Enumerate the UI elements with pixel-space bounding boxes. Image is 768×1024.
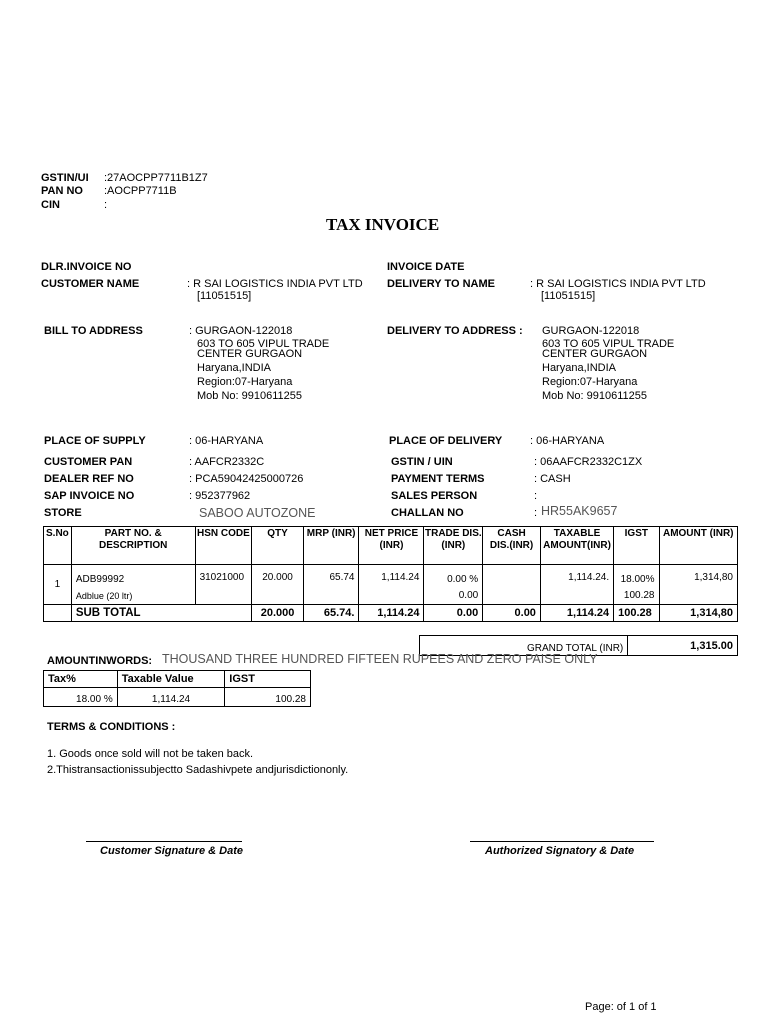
amount-in-words-label: AMOUNTINWORDS:: [47, 655, 153, 667]
subtotal-taxable: 1,114.24: [540, 605, 613, 622]
row-mrp: 65.74: [303, 565, 359, 605]
place-delivery-value: : 06-HARYANA: [530, 435, 605, 447]
items-table: [43, 526, 738, 622]
row-trade-dis: [424, 565, 483, 605]
subtotal-mrp: 65.74.: [303, 605, 359, 622]
authorized-signature-line: [470, 841, 654, 842]
cin-value: :: [104, 199, 108, 211]
gstin-uin-label: GSTIN / UIN: [391, 456, 453, 468]
payment-terms-label: PAYMENT TERMS: [391, 473, 485, 485]
dealer-ref-label: DEALER REF NO: [44, 473, 134, 485]
challan-value: HR55AK9657: [541, 504, 618, 518]
subtotal-row: [44, 605, 738, 622]
place-delivery-label: PLACE OF DELIVERY: [389, 435, 503, 447]
terms-item-1: 1. Goods once sold will not be taken back.: [47, 748, 254, 760]
header-igst: IGST: [614, 527, 659, 565]
salesperson-value: :: [534, 490, 538, 502]
subtotal-qty: 20.000: [252, 605, 304, 622]
tax-row-igst: 100.28: [225, 688, 311, 707]
delivery-address-line-2: 603 TO 605 VIPUL TRADE: [542, 338, 675, 350]
row-trade-pct: 0.00 %: [447, 574, 479, 585]
gstin-uin-value: : 06AAFCR2332C1ZX: [534, 456, 643, 468]
tax-summary-table: [43, 670, 311, 707]
customer-name-label: CUSTOMER NAME: [41, 278, 140, 290]
header-part: PART NO. & DESCRIPTION: [71, 527, 195, 565]
delivery-name-label: DELIVERY TO NAME: [387, 278, 495, 290]
delivery-name-value: : R SAI LOGISTICS INDIA PVT LTD: [530, 278, 706, 290]
tax-row-tax: 18.00 %: [44, 688, 118, 707]
row-trade-amt: 0.00: [458, 590, 479, 601]
document-title: TAX INVOICE: [326, 215, 440, 234]
subtotal-igst: 100.28: [614, 605, 659, 622]
bill-address-line-2: 603 TO 605 VIPUL TRADE: [197, 338, 330, 350]
amount-in-words-value: THOUSAND THREE HUNDRED FIFTEEN RUPEES AND ZERO PAISE ONLY: [162, 652, 598, 666]
subtotal-amount: 1,314,80: [659, 605, 738, 622]
row-net-price: 1,114.24: [359, 565, 424, 605]
sap-invoice-value: : 952377962: [189, 490, 251, 502]
payment-terms-value: : CASH: [534, 473, 571, 485]
subtotal-label: SUB TOTAL: [71, 605, 251, 622]
pan-label: PAN NO: [41, 185, 83, 197]
dlr-invoice-label: DLR.INVOICE NO: [41, 261, 132, 273]
row-part-no: ADB99992: [75, 574, 125, 585]
invoice-date-label: INVOICE DATE: [387, 261, 465, 273]
grand-total-label: GRAND TOTAL (INR): [420, 636, 628, 656]
row-igst-pct: 18.00%: [620, 574, 655, 585]
pan-value: :AOCPP7711B: [104, 185, 177, 197]
row-sno: 1: [44, 565, 72, 605]
customer-pan-label: CUSTOMER PAN: [44, 456, 133, 468]
delivery-address-label: DELIVERY TO ADDRESS :: [387, 325, 523, 337]
header-qty: QTY: [252, 527, 304, 565]
header-mrp: MRP (INR): [303, 527, 359, 565]
customer-name-value: : R SAI LOGISTICS INDIA PVT LTD: [187, 278, 363, 290]
sap-invoice-label: SAP INVOICE NO: [44, 490, 135, 502]
challan-colon: :: [534, 507, 538, 519]
header-hsn: HSN CODE: [195, 527, 252, 565]
row-igst-amt: 100.28: [623, 590, 655, 601]
delivery-code: [11051515]: [541, 290, 596, 302]
tax-header-tax: Tax%: [44, 671, 118, 688]
salesperson-label: SALES PERSON: [391, 490, 478, 502]
table-row: [44, 565, 738, 605]
tax-header-taxable: Taxable Value: [117, 671, 225, 688]
row-hsn: 31021000: [195, 565, 252, 605]
store-label: STORE: [44, 507, 82, 519]
grand-total-value: 1,315.00: [628, 636, 738, 656]
dealer-ref-value: : PCA59042425000726: [189, 473, 304, 485]
header-sno: S.No: [44, 527, 72, 565]
customer-signature-label: Customer Signature & Date: [100, 845, 244, 857]
row-cash-dis: [483, 565, 541, 605]
customer-code: [11051515]: [197, 290, 252, 302]
gstin-value: :27AOCPP7711B1Z7: [104, 172, 208, 184]
terms-item-2: 2.Thistransactionissubjectto Sadashivpete andjurisdictiononly.: [47, 764, 349, 776]
row-taxable: 1,114.24.: [540, 565, 613, 605]
terms-title: TERMS & CONDITIONS :: [47, 721, 176, 733]
challan-label: CHALLAN NO: [391, 507, 464, 519]
bill-address-line-6: Mob No: 9910611255: [197, 390, 302, 402]
delivery-address-line-3: CENTER GURGAON: [542, 348, 648, 360]
bill-address-line-1: : GURGAON-122018: [189, 325, 293, 337]
delivery-address-line-6: Mob No: 9910611255: [542, 390, 647, 402]
bill-address-line-5: Region:07-Haryana: [197, 376, 293, 388]
tax-row-taxable: 1,114.24: [117, 688, 225, 707]
delivery-address-line-1: GURGAON-122018: [542, 325, 640, 337]
row-qty: 20.000: [252, 565, 304, 605]
delivery-address-line-5: Region:07-Haryana: [542, 376, 638, 388]
row-description: Adblue (20 ltr): [75, 591, 133, 601]
store-value: SABOO AUTOZONE: [199, 506, 316, 520]
page-number: Page: of 1 of 1: [585, 1001, 657, 1013]
gstin-label: GSTIN/UI: [41, 172, 89, 184]
subtotal-net: 1,114.24: [359, 605, 424, 622]
items-header-row: [44, 527, 738, 565]
cin-label: CIN: [41, 199, 60, 211]
delivery-address-line-4: Haryana,INDIA: [542, 362, 616, 374]
tax-header-igst: IGST: [225, 671, 311, 688]
customer-pan-value: : AAFCR2332C: [189, 456, 265, 468]
bill-address-line-4: Haryana,INDIA: [197, 362, 271, 374]
subtotal-trade: 0.00: [424, 605, 483, 622]
header-cash-dis: CASH DIS.(INR): [483, 527, 541, 565]
header-net-price: NET PRICE (INR): [359, 527, 424, 565]
place-supply-label: PLACE OF SUPPLY: [44, 435, 146, 447]
row-amount: 1,314,80: [659, 565, 738, 605]
header-amount: AMOUNT (INR): [659, 527, 738, 565]
place-supply-value: : 06-HARYANA: [189, 435, 264, 447]
bill-address-line-3: CENTER GURGAON: [197, 348, 303, 360]
authorized-signature-label: Authorized Signatory & Date: [485, 845, 635, 857]
row-igst: [614, 565, 659, 605]
header-taxable: TAXABLE AMOUNT(INR): [540, 527, 613, 565]
table-row: [44, 688, 311, 707]
row-part: [71, 565, 195, 605]
bill-address-label: BILL TO ADDRESS: [44, 325, 143, 337]
subtotal-cash: 0.00: [483, 605, 541, 622]
customer-signature-line: [86, 841, 242, 842]
subtotal-blank: [44, 605, 72, 622]
header-trade-dis: TRADE DIS. (INR): [424, 527, 483, 565]
